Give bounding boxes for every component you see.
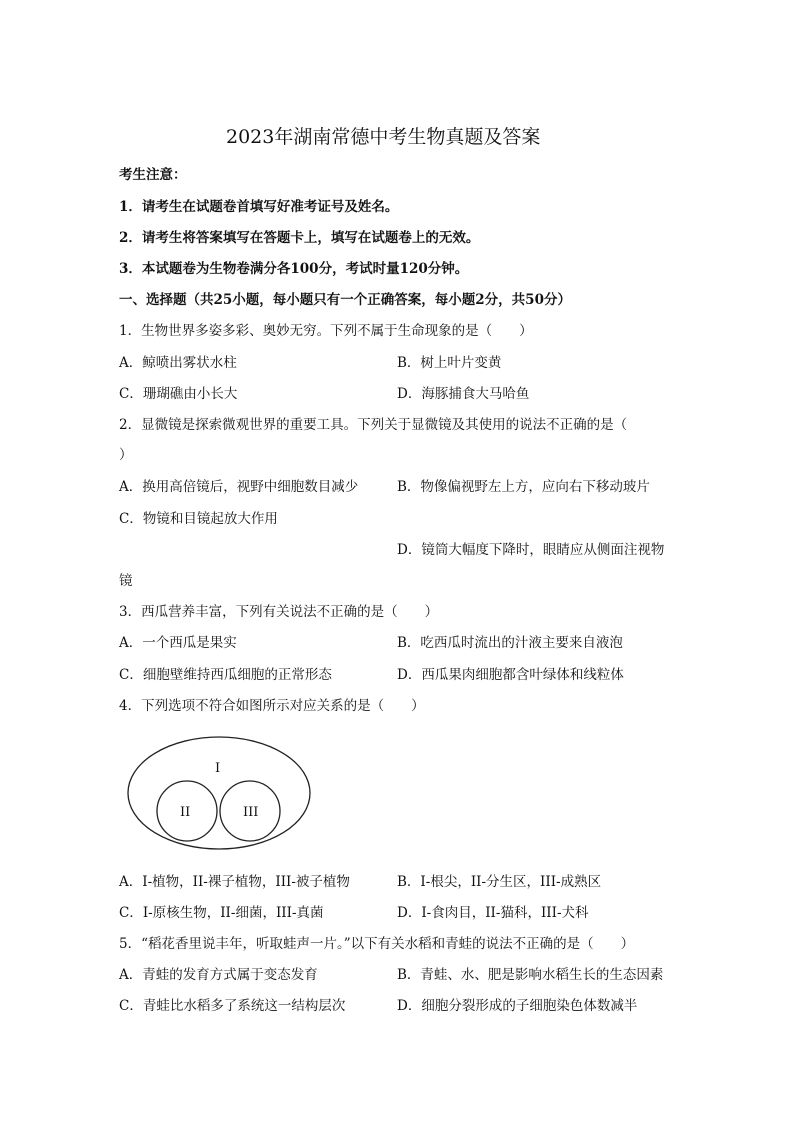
q1-option-d: D．海豚捕食大马哈鱼	[397, 386, 530, 402]
q1-option-b: B．树上叶片变黄	[397, 355, 502, 371]
venn-outer-label: I	[215, 761, 221, 776]
q4-stem: 4．下列选项不符合如图所示对应关系的是（ ）	[119, 698, 425, 714]
q2-option-b: B．物像偏视野左上方，应向右下移动玻片	[397, 479, 650, 495]
q3-option-d: D．西瓜果肉细胞都含叶绿体和线粒体	[397, 667, 624, 683]
q4-option-b: B．I-根尖，II-分生区，III-成熟区	[397, 874, 602, 890]
q2-stem: 2．显微镜是探索微观世界的重要工具。下列关于显微镜及其使用的说法不正确的是（	[119, 417, 628, 433]
venn-outer-ellipse	[128, 737, 310, 849]
q1-stem: 1．生物世界多姿多彩、奥妙无穷。下列不属于生命现象的是（ ）	[119, 323, 533, 339]
q3-stem: 3．西瓜营养丰富，下列有关说法不正确的是（ ）	[119, 604, 439, 620]
q3-option-c: C．细胞壁维持西瓜细胞的正常形态	[119, 667, 332, 683]
q3-option-a: A．一个西瓜是果实	[119, 635, 237, 651]
venn-left-label: II	[180, 805, 191, 820]
q5-option-b: B．青蛙、水、肥是影响水稻生长的生态因素	[397, 967, 664, 983]
q4-option-d: D．I-食肉目，II-猫科，III-犬科	[397, 905, 589, 921]
notice-item: 1．请考生在试题卷首填写好准考证号及姓名。	[119, 199, 399, 215]
q1-option-c: C．珊瑚礁由小长大	[119, 386, 238, 402]
venn-diagram	[126, 734, 312, 852]
q4-option-a: A．I-植物，II-裸子植物，III-被子植物	[119, 874, 350, 890]
q5-option-d: D．细胞分裂形成的子细胞染色体数减半	[397, 998, 638, 1014]
q3-option-b: B．吃西瓜时流出的汁液主要来自液泡	[397, 635, 623, 651]
notice-heading: 考生注意：	[119, 167, 187, 183]
q5-option-c: C．青蛙比水稻多了系统这一结构层次	[119, 998, 346, 1014]
q2-stem-cont: ）	[119, 447, 133, 463]
notice-item: 3．本试题卷为生物卷满分各100分，考试时量120分钟。	[119, 261, 469, 277]
q5-stem: 5．“稻花香里说丰年，听取蛙声一片。”以下有关水稻和青蛙的说法不正确的是（ ）	[119, 936, 635, 952]
page-title: 2023年湖南常德中考生物真题及答案	[226, 126, 541, 148]
q2-option-c: C．物镜和目镜起放大作用	[119, 511, 278, 527]
q5-option-a: A．青蛙的发育方式属于变态发育	[119, 967, 318, 983]
notice-item: 2．请考生将答案填写在答题卡上，填写在试题卷上的无效。	[119, 230, 480, 246]
section-heading: 一、选择题（共25小题，每小题只有一个正确答案，每小题2分，共50分）	[119, 292, 571, 308]
q2-option-a: A．换用高倍镜后，视野中细胞数目减少	[119, 479, 359, 495]
venn-right-label: III	[243, 805, 259, 820]
q4-option-c: C．I-原核生物，II-细菌，III-真菌	[119, 905, 324, 921]
q1-option-a: A．鲸喷出雾状水柱	[119, 355, 237, 371]
q2-option-d: D．镜筒大幅度下降时，眼睛应从侧面注视物	[397, 542, 665, 558]
q2-option-d-cont: 镜	[119, 573, 133, 589]
